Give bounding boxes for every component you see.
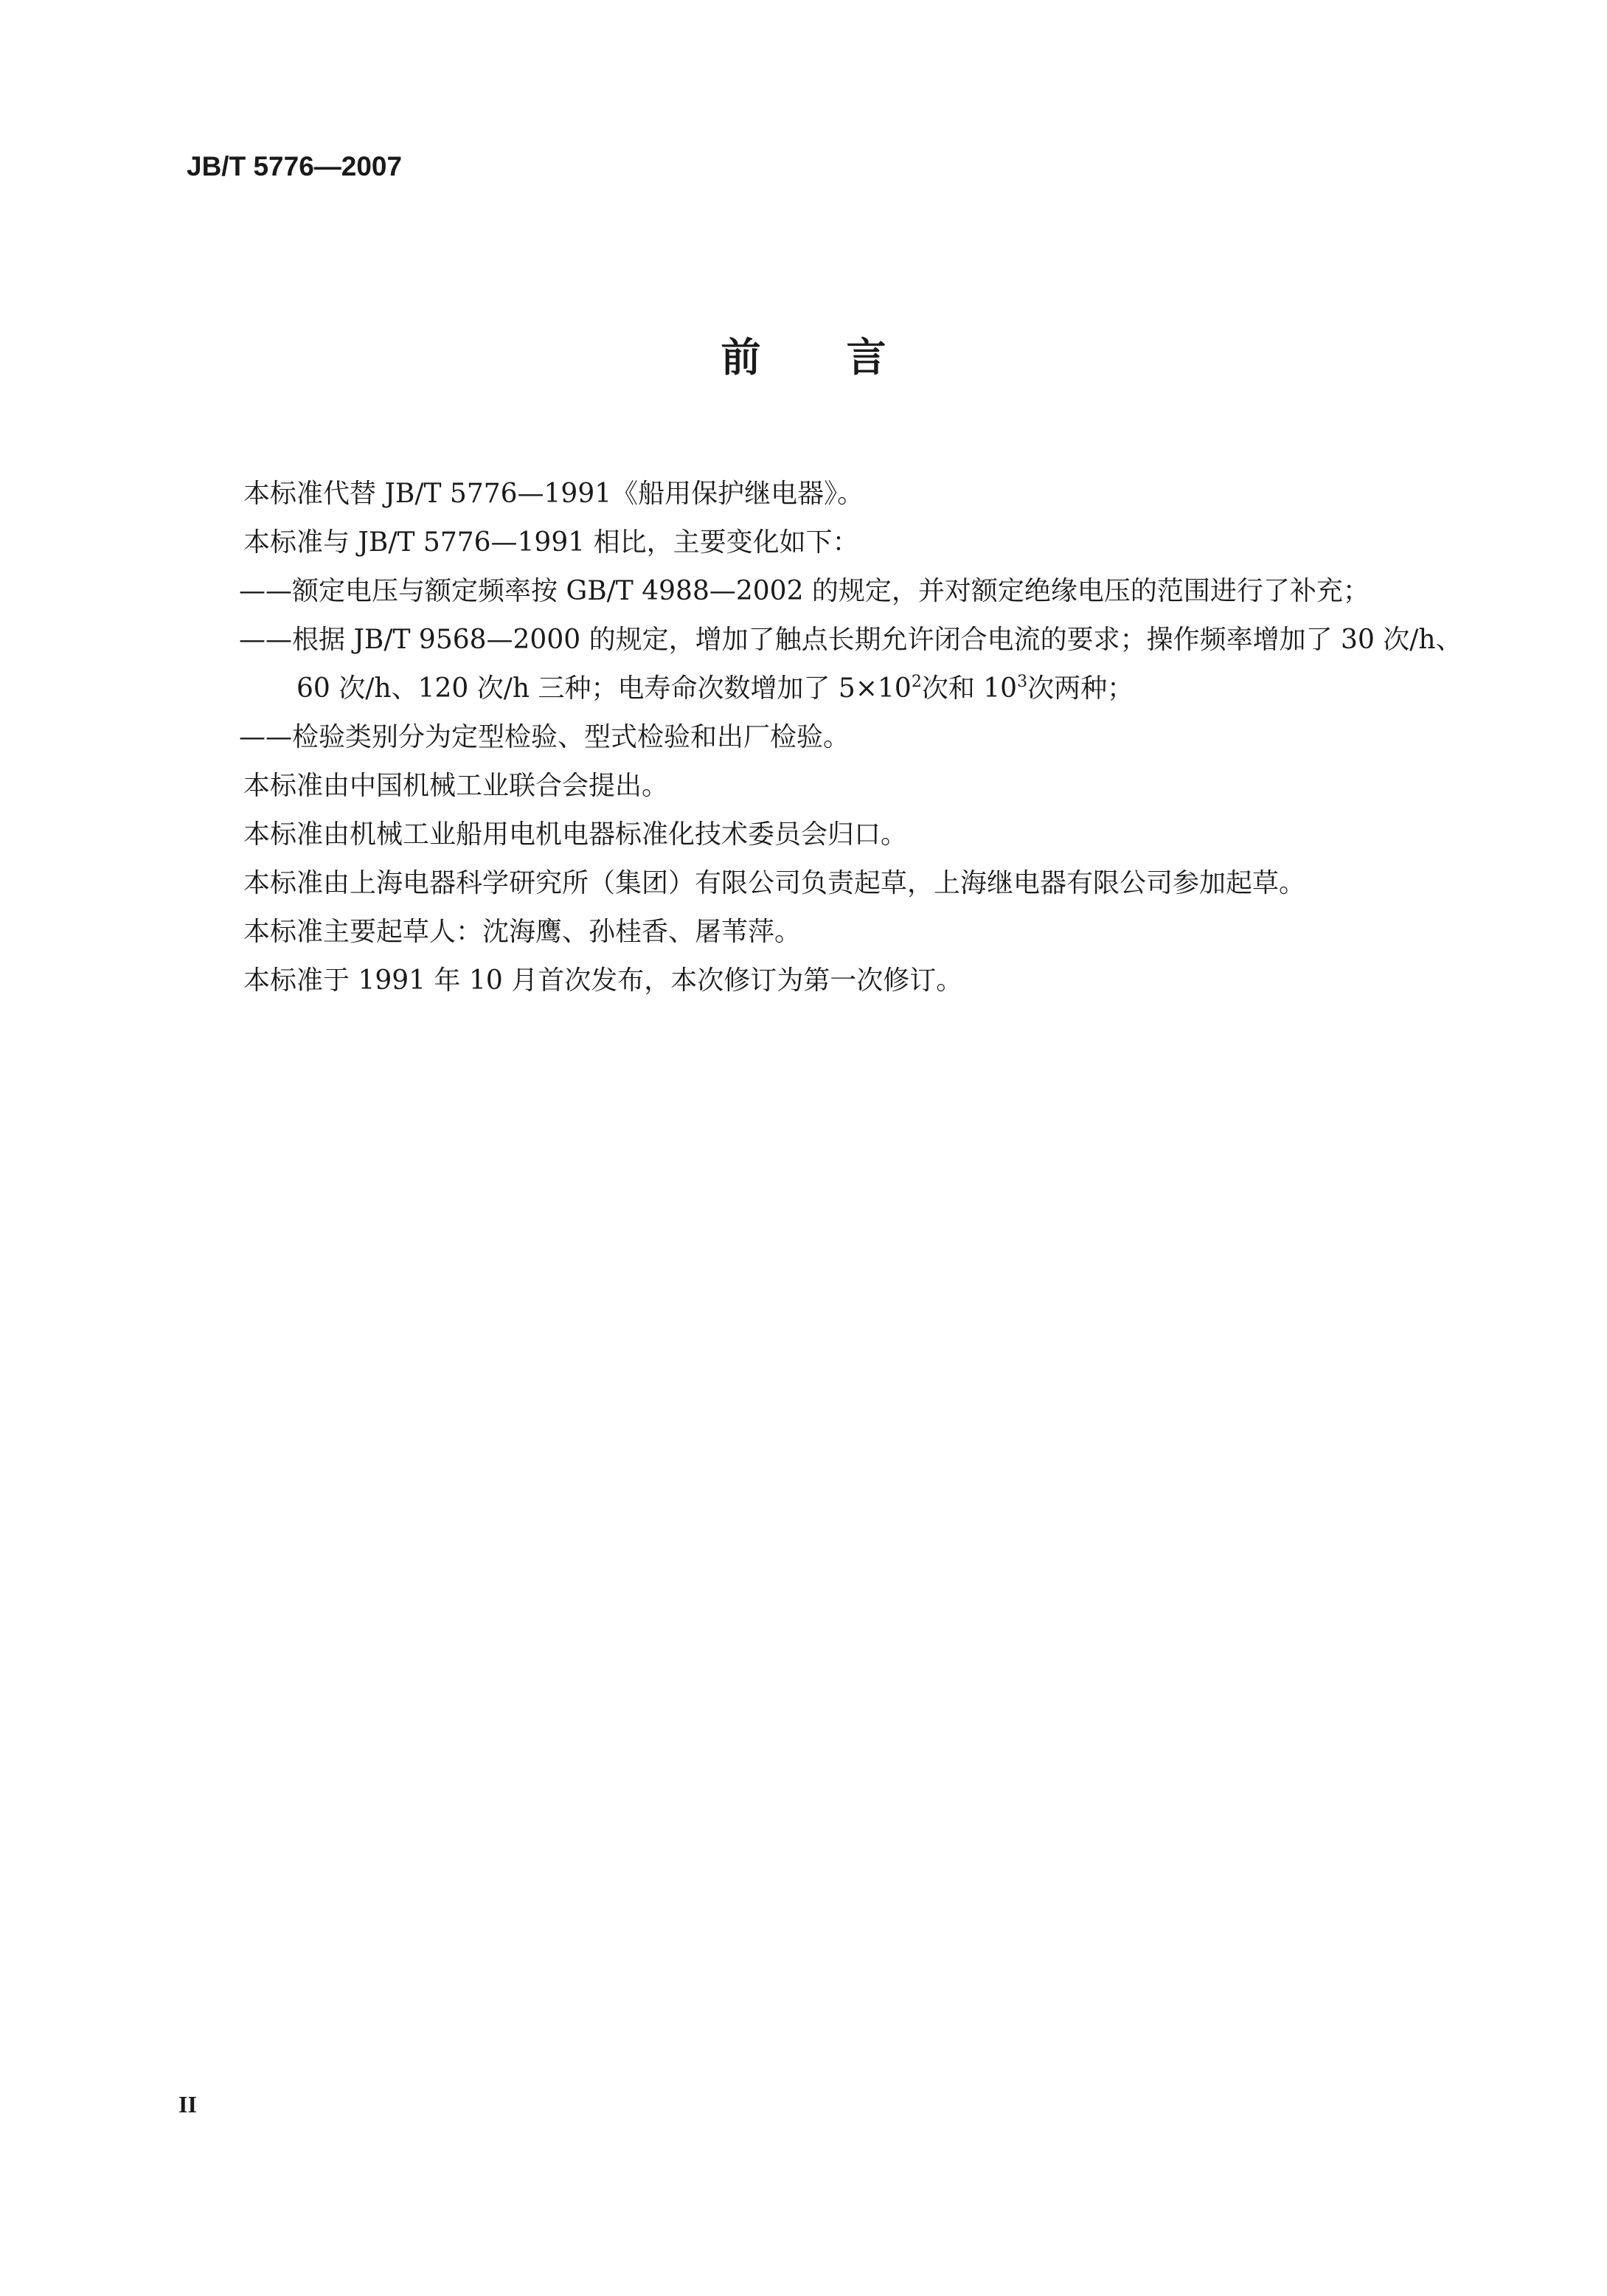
paragraph-proposed-by: 本标准由中国机械工业联合会提出。 xyxy=(243,771,669,801)
text-frequency: 60 次/h、120 次/h 三种；电寿命次数增加了 5×10 xyxy=(296,673,912,704)
text-and: 次和 10 xyxy=(921,673,1018,704)
title-char-1: 前 xyxy=(721,334,761,381)
paragraph-replaces: 本标准代替 JB/T 5776—1991《船用保护继电器》。 xyxy=(243,479,864,509)
text-two-kinds: 次两种； xyxy=(1027,673,1134,704)
paragraph-drafted-by: 本标准由上海电器科学研究所（集团）有限公司负责起草，上海继电器有限公司参加起草。 xyxy=(243,868,1306,898)
page-number: II xyxy=(178,2091,197,2118)
list-item-inspection: ——检验类别分为定型检验、型式检验和出厂检验。 xyxy=(239,722,850,752)
preface-body xyxy=(239,479,1527,1015)
list-item-rated-voltage: ——额定电压与额定频率按 GB/T 4988—2002 的规定，并对额定绝缘电压的范围进行了补充； xyxy=(239,576,1370,606)
superscript-3: 3 xyxy=(1017,673,1028,691)
standard-code: JB/T 5776—2007 xyxy=(187,151,403,181)
title-char-2: 言 xyxy=(846,334,886,381)
page-title xyxy=(0,328,1607,387)
list-item-contact-current: ——根据 JB/T 9568—2000 的规定，增加了触点长期允许闭合电流的要求；操作频率增加了 30 次/h、 xyxy=(239,625,1462,655)
paragraph-centralized-by: 本标准由机械工业船用电机电器标准化技术委员会归口。 xyxy=(243,819,908,850)
list-item-contact-current-cont xyxy=(243,674,1527,704)
paragraph-history: 本标准于 1991 年 10 月首次发布，本次修订为第一次修订。 xyxy=(243,965,963,996)
superscript-2: 2 xyxy=(911,673,922,691)
paragraph-changes-intro: 本标准与 JB/T 5776—1991 相比，主要变化如下： xyxy=(243,527,859,558)
paragraph-drafters: 本标准主要起草人：沈海鹰、孙桂香、屠苇萍。 xyxy=(243,917,802,947)
